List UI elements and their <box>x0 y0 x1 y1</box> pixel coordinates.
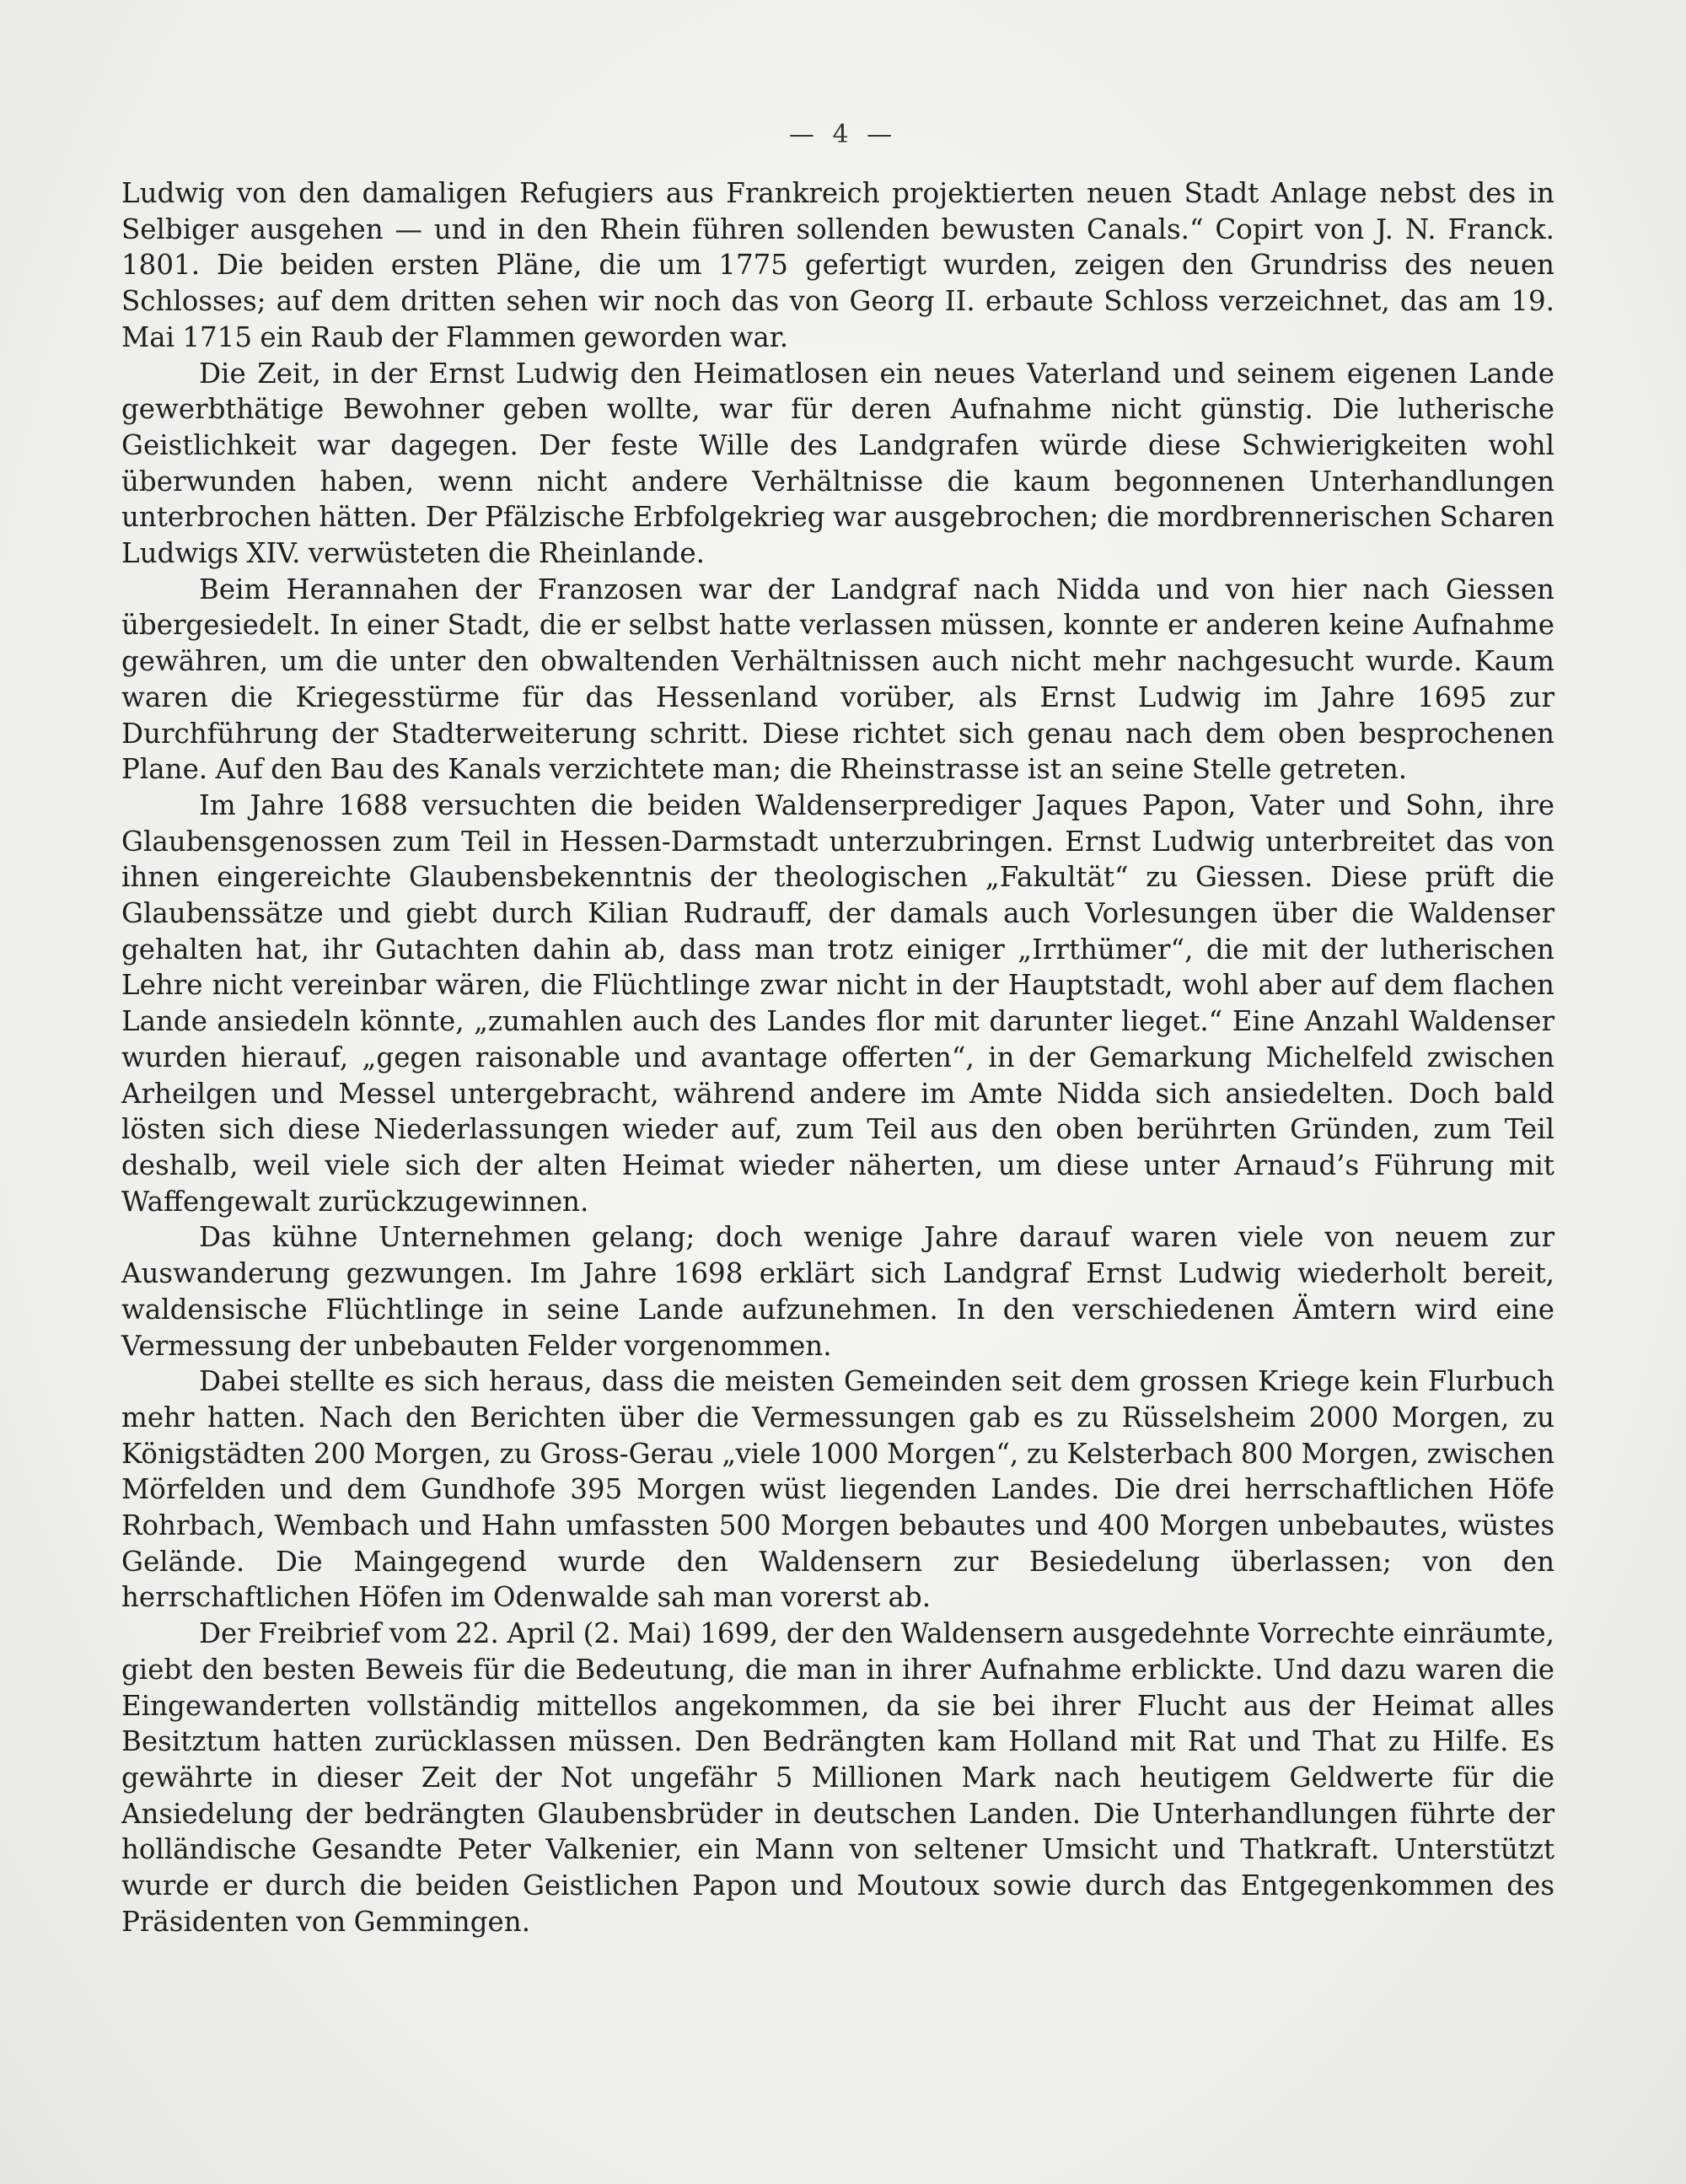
paragraph-6: Dabei stellte es sich heraus, dass die meisten Gemeinden seit dem grossen Kriege kein Flurbuch mehr hatten. Nach den Berichten über die Vermessungen gab es zu Rüsselsheim 2000 Morgen, zu Königstädten 200 Morgen, zu Gross-Gerau „viele 1000 Morgen“, zu Kelsterbach 800 Morgen, zwischen Mörfelden und dem Gundhofe 395 Morgen wüst liegenden Landes. Die drei herrschaftlichen Höfe Rohrbach, Wembach und Hahn umfassten 500 Morgen bebautes und 400 Morgen unbebautes, wüstes Gelände. Die Maingegend wurde den Waldensern zur Besiedelung überlassen; von den herrschaftlichen Höfen im Odenwalde sah man vorerst ab. <box>121 1365 1554 1614</box>
paragraph-1: Ludwig von den damaligen Refugiers aus Frankreich projektierten neuen Stadt Anlage nebst des in Selbiger ausgehen — und in den Rhein führen sollenden bewusten Canals.“ Copirt von J. N. Franck. 1801. Die beiden ersten Pläne, die um 1775 gefertigt wurden, zeigen den Grundriss des neuen Schlosses; auf dem dritten sehen wir noch das von Georg II. erbaute Schloss verzeichnet, das am 19. Mai 1715 ein Raub der Flammen geworden war. <box>121 177 1554 353</box>
paragraph-7: Der Freibrief vom 22. April (2. Mai) 1699, der den Waldensern ausgedehnte Vorrechte einräumte, giebt den besten Beweis für die Bedeutung, die man in ihrer Aufnahme erblickte. Und dazu waren die Eingewanderten vollständig mittellos angekommen, da sie bei ihrer Flucht aus der Heimat alles Besitztum hatten zurücklassen müssen. Den Bedrängten kam Holland mit Rat und That zu Hilfe. Es gewährte in dieser Zeit der Not ungefähr 5 Millionen Mark nach heutigem Geldwerte für die Ansiedelung der bedrängten Glaubensbrüder in deutschen Landen. Die Unterhandlungen führte der holländische Gesandte Peter Valkenier, ein Mann von seltener Umsicht und Thatkraft. Unterstützt wurde er durch die beiden Geistlichen Papon und Moutoux sowie durch das Entgegenkommen des Präsidenten von Gemmingen. <box>121 1617 1554 1938</box>
paragraph-3: Beim Herannahen der Franzosen war der Landgraf nach Nidda und von hier nach Giessen übergesiedelt. In einer Stadt, die er selbst hatte verlassen müssen, konnte er anderen keine Aufnahme gewähren, um die unter den obwaltenden Verhältnissen auch nicht mehr nachgesucht wurde. Kaum waren die Kriegesstürme für das Hessenland vorüber, als Ernst Ludwig im Jahre 1695 zur Durchführung der Stadterweiterung schritt. Diese richtet sich genau nach dem oben besprochenen Plane. Auf den Bau des Kanals verzichtete man; die Rheinstrasse ist an seine Stelle getreten. <box>121 573 1554 786</box>
paragraph-2: Die Zeit, in der Ernst Ludwig den Heimatlosen ein neues Vaterland und seinem eigenen Lande gewerbthätige Bewohner geben wollte, war für deren Aufnahme nicht günstig. Die lutherische Geistlichkeit war dagegen. Der feste Wille des Landgrafen würde diese Schwierigkeiten wohl überwunden haben, wenn nicht andere Verhältnisse die kaum begonnenen Unterhandlungen unterbrochen hätten. Der Pfälzische Erbfolgekrieg war ausgebrochen; die mordbrennerischen Scharen Ludwigs XIV. verwüsteten die Rheinlande. <box>121 357 1554 570</box>
page-number: — 4 — <box>788 120 898 149</box>
body-text <box>121 175 1554 1939</box>
paragraph-4: Im Jahre 1688 versuchten die beiden Waldenserprediger Jaques Papon, Vater und Sohn, ihre Glaubensgenossen zum Teil in Hessen-Darmstadt unterzubringen. Ernst Ludwig unterbreitet das von ihnen eingereichte Glaubensbekenntnis der theologischen „Fakultät“ zu Giessen. Diese prüft die Glaubenssätze und giebt durch Kilian Rudrauff, der damals auch Vorlesungen über die Waldenser gehalten hat, ihr Gutachten dahin ab, dass man trotz einiger „Irrthümer“, die mit der lutherischen Lehre nicht vereinbar wären, die Flüchtlinge zwar nicht in der Hauptstadt, wohl aber auf dem flachen Lande ansiedeln könnte, „zumahlen auch des Landes flor mit darunter lieget.“ Eine Anzahl Waldenser wurden hierauf, „gegen raisonable und avantage offerten“, in der Gemarkung Michelfeld zwischen Arheilgen und Messel untergebracht, während andere im Amte Nidda sich ansiedelten. Doch bald lösten sich diese Niederlassungen wieder auf, zum Teil aus den oben berührten Gründen, zum Teil deshalb, weil viele sich der alten Heimat wieder näherten, um diese unter Arnaud’s Führung mit Waffengewalt zurückzugewinnen. <box>121 788 1554 1218</box>
paragraph-5: Das kühne Unternehmen gelang; doch wenige Jahre darauf waren viele von neuem zur Auswanderung gezwungen. Im Jahre 1698 erklärt sich Landgraf Ernst Ludwig wiederholt bereit, waldensische Flüchtlinge in seine Lande aufzunehmen. In den verschiedenen Ämtern wird eine Vermessung der unbebauten Felder vorgenommen. <box>121 1221 1554 1362</box>
